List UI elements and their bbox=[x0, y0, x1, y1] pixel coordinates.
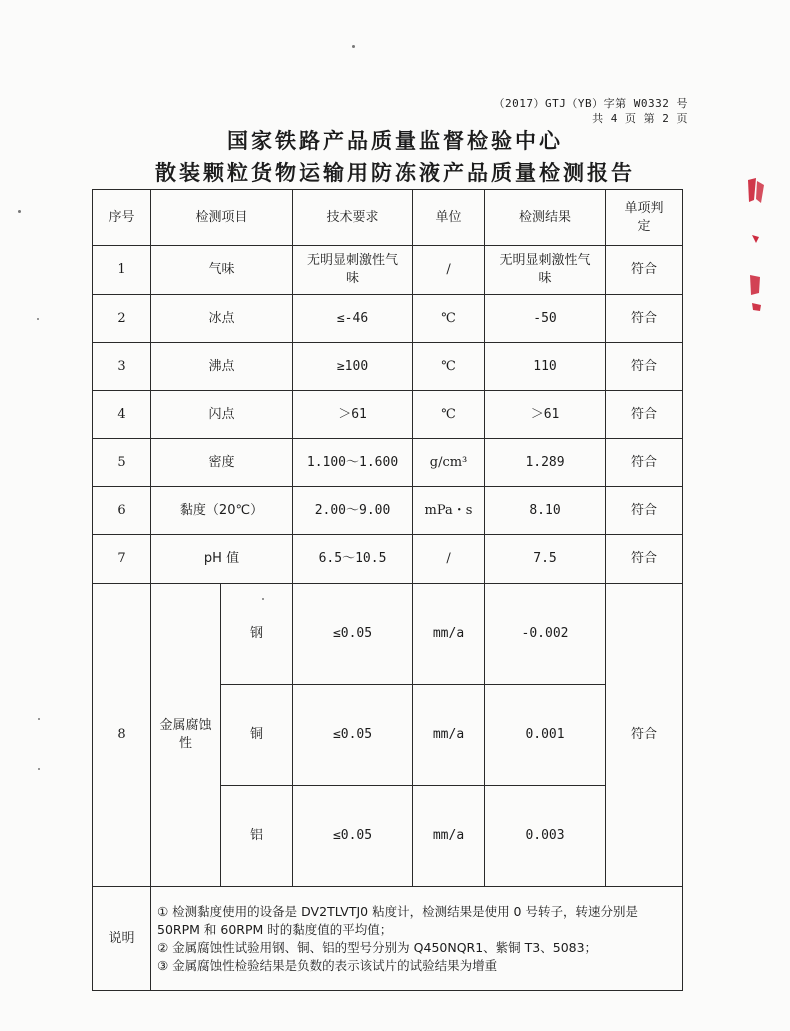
row-requirement: ≤-46 bbox=[293, 295, 413, 343]
header-no: 序号 bbox=[93, 190, 151, 246]
row-result: 7.5 bbox=[485, 535, 606, 584]
row-requirement: 1.100～1.600 bbox=[293, 439, 413, 487]
row-judgement: 符合 bbox=[606, 439, 683, 487]
row-requirement: ≤0.05 bbox=[293, 584, 413, 685]
table-row bbox=[93, 439, 683, 487]
scan-speck bbox=[18, 210, 21, 213]
row-unit: mPa・s bbox=[413, 487, 485, 535]
row-result: 110 bbox=[485, 343, 606, 391]
doc-code: （2017）GTJ（YB）字第 W0332 号 bbox=[493, 97, 688, 110]
row-no: 1 bbox=[93, 246, 151, 295]
row-requirement: ＞61 bbox=[293, 391, 413, 439]
header-item: 检测项目 bbox=[151, 190, 293, 246]
row-result: 8.10 bbox=[485, 487, 606, 535]
corrosion-item: 金属腐蚀性 bbox=[151, 584, 221, 887]
row-requirement: 2.00～9.00 bbox=[293, 487, 413, 535]
notes-label: 说明 bbox=[93, 887, 151, 991]
row-unit: mm/a bbox=[413, 584, 485, 685]
note-item: ③ 金属腐蚀性检验结果是负数的表示该试片的试验结果为增重 bbox=[157, 957, 498, 973]
corrosion-row-steel bbox=[93, 584, 683, 685]
report-title: 散装颗粒货物运输用防冻液产品质量检测报告 bbox=[155, 161, 635, 185]
row-unit: ℃ bbox=[413, 391, 485, 439]
row-unit: ℃ bbox=[413, 295, 485, 343]
table-row bbox=[93, 246, 683, 295]
table-row bbox=[93, 391, 683, 439]
row-item: pH 值 bbox=[151, 535, 293, 584]
row-no: 3 bbox=[93, 343, 151, 391]
row-result: -50 bbox=[485, 295, 606, 343]
table-row bbox=[93, 343, 683, 391]
row-no: 2 bbox=[93, 295, 151, 343]
header-requirement: 技术要求 bbox=[293, 190, 413, 246]
row-unit: ℃ bbox=[413, 343, 485, 391]
row-judgement: 符合 bbox=[606, 391, 683, 439]
row-result: -0.002 bbox=[485, 584, 606, 685]
metal-label: 钢 bbox=[221, 584, 293, 685]
row-no: 5 bbox=[93, 439, 151, 487]
row-result: 1.289 bbox=[485, 439, 606, 487]
metal-label: 铜 bbox=[221, 685, 293, 786]
scan-speck bbox=[38, 768, 40, 770]
row-no: 6 bbox=[93, 487, 151, 535]
row-item: 密度 bbox=[151, 439, 293, 487]
row-requirement: ≤0.05 bbox=[293, 685, 413, 786]
row-judgement: 符合 bbox=[606, 343, 683, 391]
scan-speck bbox=[37, 318, 39, 320]
scan-speck bbox=[262, 598, 264, 600]
row-item: 沸点 bbox=[151, 343, 293, 391]
row-requirement: 无明显刺激性气味 bbox=[293, 246, 413, 295]
row-requirement: ≤0.05 bbox=[293, 786, 413, 887]
table-row bbox=[93, 295, 683, 343]
scan-speck bbox=[352, 45, 355, 48]
row-requirement: 6.5～10.5 bbox=[293, 535, 413, 584]
report-title-org: 国家铁路产品质量监督检验中心 bbox=[227, 129, 563, 153]
table-row bbox=[93, 487, 683, 535]
row-judgement: 符合 bbox=[606, 535, 683, 584]
row-unit: mm/a bbox=[413, 685, 485, 786]
page-info: 共 4 页 第 2 页 bbox=[592, 112, 688, 125]
header-unit: 单位 bbox=[413, 190, 485, 246]
row-item: 气味 bbox=[151, 246, 293, 295]
scan-speck bbox=[38, 718, 40, 720]
header-judgement: 单项判定 bbox=[606, 190, 683, 246]
row-item: 闪点 bbox=[151, 391, 293, 439]
table-header-row bbox=[93, 190, 683, 246]
row-unit: / bbox=[413, 246, 485, 295]
report-header bbox=[494, 96, 688, 126]
note-item: ② 金属腐蚀性试验用钢、铜、铝的型号分别为 Q450NQR1、紫铜 T3、5083； bbox=[157, 939, 598, 955]
row-no: 4 bbox=[93, 391, 151, 439]
row-requirement: ≥100 bbox=[293, 343, 413, 391]
inspection-table bbox=[92, 189, 683, 991]
row-judgement: 符合 bbox=[606, 295, 683, 343]
notes-content bbox=[151, 887, 683, 991]
seal-stamp-fragment bbox=[744, 175, 768, 315]
table-row bbox=[93, 535, 683, 584]
row-unit: mm/a bbox=[413, 786, 485, 887]
row-result: ＞61 bbox=[485, 391, 606, 439]
row-unit: g/cm³ bbox=[413, 439, 485, 487]
row-result: 无明显刺激性气味 bbox=[485, 246, 606, 295]
row-judgement: 符合 bbox=[606, 487, 683, 535]
row-no: 7 bbox=[93, 535, 151, 584]
row-item: 冰点 bbox=[151, 295, 293, 343]
row-judgement: 符合 bbox=[606, 246, 683, 295]
row-item: 黏度（20℃） bbox=[151, 487, 293, 535]
note-item: ① 检测黏度使用的设备是 DV2TLVTJ0 粘度计，检测结果是使用 0 号转子，转速分别是 50RPM 和 60RPM 时的黏度值的平均值； bbox=[157, 903, 638, 937]
row-unit: / bbox=[413, 535, 485, 584]
metal-label: 铝 bbox=[221, 786, 293, 887]
row-result: 0.001 bbox=[485, 685, 606, 786]
header-result: 检测结果 bbox=[485, 190, 606, 246]
notes-row bbox=[93, 887, 683, 991]
row-no: 8 bbox=[93, 584, 151, 887]
row-result: 0.003 bbox=[485, 786, 606, 887]
corrosion-judgement: 符合 bbox=[606, 584, 683, 887]
